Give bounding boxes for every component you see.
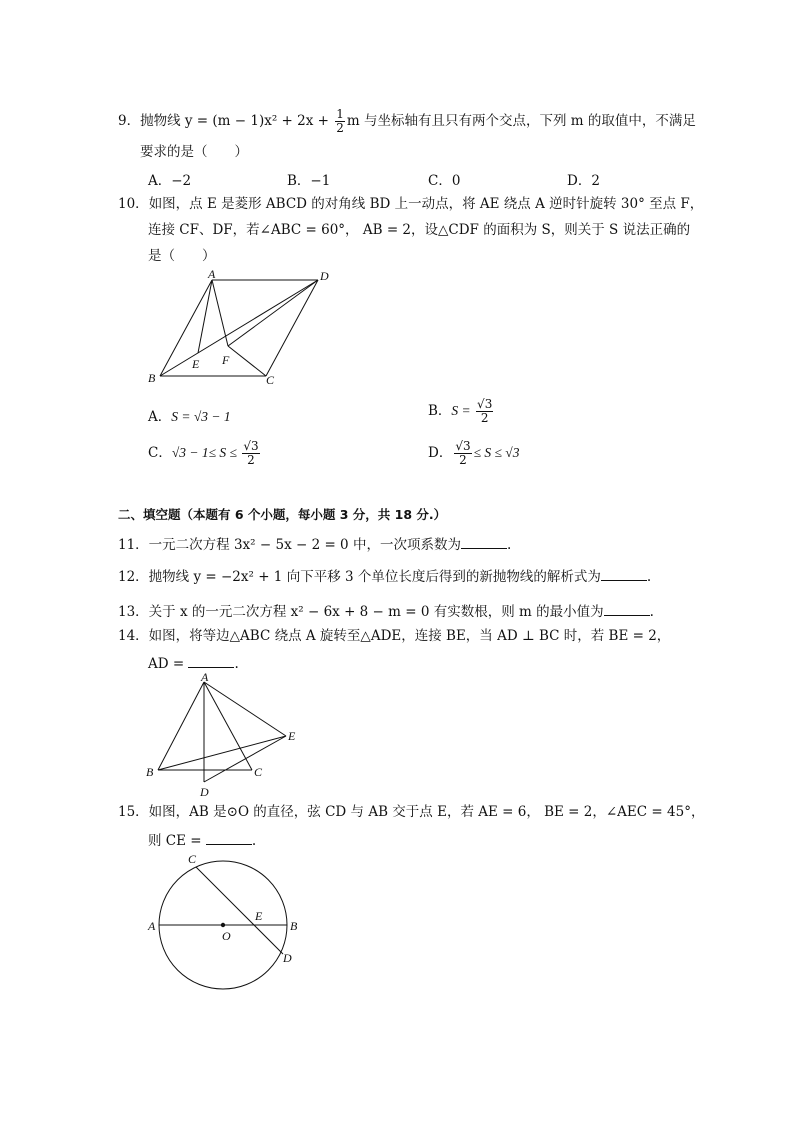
label-a: A [201, 672, 209, 684]
label-d: D [320, 269, 329, 283]
q10-option-d-post: ≤ S ≤ √3 [473, 445, 520, 460]
q10-line2: 连接 CF、DF，若∠ABC = 60°， AB = 2，设△CDF 的面积为 S，则关于 S 说法正确的 [148, 222, 691, 238]
q10-option-c-num: √3 [243, 439, 259, 453]
q14-text-2: AD = [148, 656, 185, 672]
q9-fraction [335, 108, 345, 135]
q15-line1: 15．如图，AB 是⊙O 的直径，弦 CD 与 AB 交于点 E，若 AE = 6， BE = 2，∠AEC = 45°， [118, 804, 705, 820]
q10-option-c-frac [242, 440, 259, 467]
segment-fc [228, 346, 266, 376]
q10-option-b-pre: S = [451, 403, 475, 418]
q15-line2 [148, 830, 256, 850]
q15-answer-blank[interactable] [206, 830, 252, 845]
q10-option-d-frac [454, 440, 471, 467]
q10-option-d-den: 2 [459, 453, 467, 467]
q12-end: . [646, 569, 652, 585]
center-point-o [221, 923, 225, 927]
q11-end: . [506, 537, 512, 553]
chord-cd [196, 867, 283, 954]
q9-line1 [118, 108, 696, 135]
label-d: D [283, 951, 292, 965]
q10-option-b-den: 2 [480, 411, 489, 425]
q10-option-c-label: C． [148, 445, 172, 461]
label-e: E [288, 729, 296, 743]
q9-line2: 要求的是（ ） [140, 144, 248, 160]
q13-answer-blank[interactable] [604, 601, 650, 616]
q10-text-1: 如图，点 E 是菱形 ABCD 的对角线 BD 上一动点，将 AE 绕点 A 逆时针旋转 30° 至点 F， [148, 196, 704, 212]
label-c: C [254, 765, 263, 779]
side-ab [158, 682, 204, 770]
q10-option-a [148, 405, 231, 425]
segment-fd [228, 280, 318, 346]
segment-ae [198, 280, 212, 353]
q9-frac-den: 2 [336, 121, 344, 135]
segment-af [212, 280, 228, 346]
q10-option-c-den: 2 [247, 453, 255, 467]
q9-option-d: D．2 [567, 173, 600, 189]
label-o: O [222, 929, 231, 943]
q10-rhombus-figure [140, 268, 340, 390]
q14-answer-blank[interactable] [188, 653, 234, 668]
label-a: A [148, 919, 156, 933]
q10-option-a-label: A． [148, 409, 172, 425]
q13-end: . [649, 604, 654, 620]
q10-option-c [148, 440, 262, 467]
q13-line [118, 601, 654, 621]
q9-frac-num: 1 [336, 107, 344, 121]
label-b: B [146, 765, 154, 779]
label-e: E [192, 357, 200, 371]
side-ba [160, 280, 212, 376]
q10-number: 10． [118, 196, 149, 212]
q12-answer-blank[interactable] [601, 566, 647, 581]
q9-text-a: 抛物线 y = (m − 1)x² + 2x + [140, 113, 334, 129]
q11-answer-blank[interactable] [461, 534, 507, 549]
q13-text: 13．关于 x 的一元二次方程 x² − 6x + 8 − m = 0 有实数根，则 m 的最小值为 [118, 604, 604, 620]
label-b: B [148, 371, 156, 385]
q10-line3: 是（ ） [148, 248, 216, 264]
q14-line2 [148, 653, 239, 673]
q14-line1: 14．如图，将等边△ABC 绕点 A 旋转至△ADE，连接 BE，当 AD ⊥ BC 时，若 BE = 2， [118, 628, 671, 644]
q10-option-b-num: √3 [477, 397, 493, 411]
q12-line [118, 566, 651, 586]
q9-option-a: A．−2 [148, 173, 192, 189]
q10-option-d-label: D． [428, 445, 453, 461]
q10-option-d-num: √3 [455, 439, 471, 453]
q10-option-c-pre: √3 − 1≤ S ≤ [171, 445, 241, 460]
side-ae [204, 682, 286, 736]
section-2-title: 二、填空题（本题有 6 个小题，每小题 3 分，共 18 分.） [118, 507, 447, 522]
label-a: A [208, 268, 216, 281]
q9-text-b: m 与坐标轴有且只有两个交点，下列 m 的取值中，不满足 [346, 113, 696, 129]
q9-number: 9． [118, 113, 141, 129]
label-c: C [188, 852, 197, 866]
q14-triangle-figure [140, 672, 310, 800]
side-dc [266, 280, 318, 376]
label-c: C [266, 373, 275, 387]
q9-option-b: B．−1 [287, 173, 331, 189]
q10-option-a-text: S = √3 − 1 [171, 409, 231, 424]
q14-end: . [234, 656, 239, 672]
diagonal-bd [160, 280, 318, 376]
q15-circle-figure [140, 850, 315, 1000]
q10-option-d [428, 440, 519, 467]
q10-line1 [118, 195, 703, 213]
q15-end: . [251, 833, 257, 849]
label-f: F [222, 353, 230, 367]
label-b: B [290, 919, 298, 933]
q11-line [118, 534, 511, 554]
q11-text: 11．一元二次方程 3x² − 5x − 2 = 0 中，一次项系数为 [118, 537, 461, 553]
q9-option-c: C．0 [428, 173, 461, 189]
q12-text: 12．抛物线 y = −2x² + 1 向下平移 3 个单位长度后得到的新抛物线的解析式为 [118, 569, 601, 585]
segment-be [158, 736, 286, 770]
q10-option-b-label: B． [428, 403, 452, 419]
label-d: D [200, 785, 209, 799]
q10-option-b-frac [476, 398, 493, 425]
side-de [204, 736, 286, 782]
q10-option-b [428, 398, 495, 425]
side-ac [204, 682, 252, 770]
label-e: E [255, 909, 263, 923]
q15-text-2: 则 CE = [148, 833, 202, 849]
